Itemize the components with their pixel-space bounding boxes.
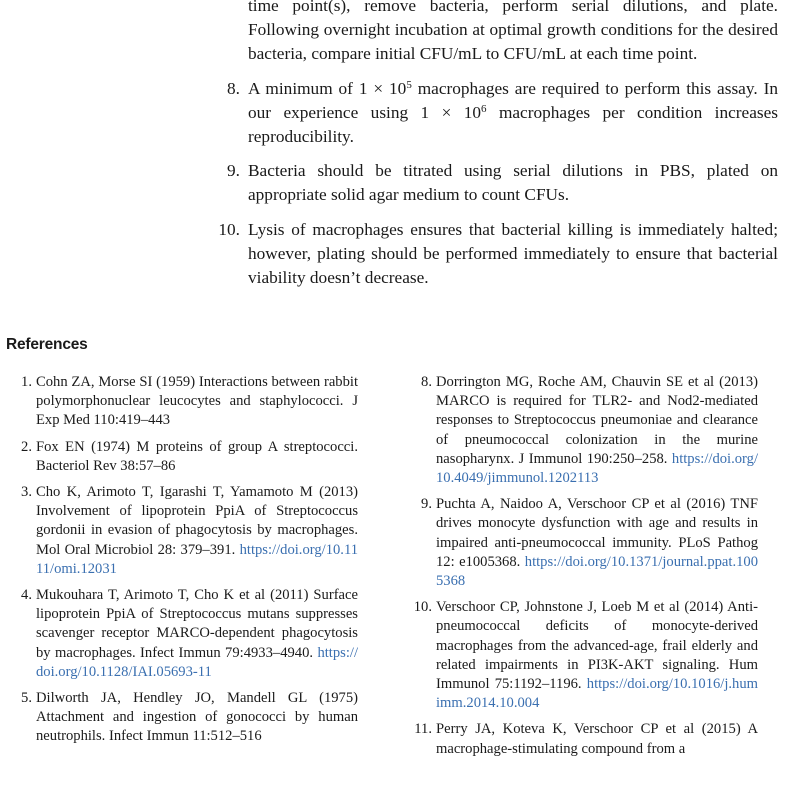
doi-link[interactable]: https://doi.org/10.1371/journal.ppat.1005368 <box>436 553 758 590</box>
reference-item <box>406 373 758 488</box>
note-text: time point(s), remove bacteria, perform serial dilutions, and plate. Following overnight incubation at optimal growth conditions for the desired bacteria, compare initial CFU/mL to CFU/mL at each time point. <box>248 0 778 64</box>
superscript: 6 <box>481 102 487 115</box>
note-text: Lysis of macrophages ensures that bacterial killing is immediately halted; however, plating should be performed immediately to ensure that bacterial viability doesn’t decrease. <box>248 219 778 288</box>
reference-number: 5. <box>21 690 32 707</box>
reference-text: Puchta A, Naidoo A, Verschoor CP et al (2016) TNF drives monocyte dysfunction with age and results in impaired anti-pneumococcal immunity. PLoS Pathog 12: e1005368. <box>436 496 758 570</box>
reference-item <box>6 373 358 431</box>
reference-text: Fox EN (1974) M proteins of group A streptococci. Bacteriol Rev 38:57–86 <box>36 438 358 474</box>
reference-text: Dilworth JA, Hendley JO, Mandell GL (1975) Attachment and ingestion of gonococci by human neutrophils. Infect Immun 11:512–516 <box>36 690 358 745</box>
reference-item <box>406 598 758 713</box>
reference-number: 3. <box>21 484 32 501</box>
reference-text: Cho K, Arimoto T, Igarashi T, Yamamoto M (2013) Involvement of lipoprotein PpiA of Streptococcus gordonii in evasion of phagocytosis by macrophages. Mol Oral Microbiol 28: 379–391. <box>36 484 358 558</box>
note-number: 8. <box>227 78 240 98</box>
reference-number: 2. <box>21 438 32 455</box>
reference-number: 4. <box>21 587 32 604</box>
reference-number: 11. <box>414 721 432 738</box>
reference-item <box>6 438 358 476</box>
reference-item <box>6 586 358 682</box>
doi-link[interactable]: https://doi.org/10.1111/omi.12031 <box>36 541 358 577</box>
note-8 <box>218 77 778 150</box>
note-number: 10. <box>218 219 240 239</box>
doi-link[interactable]: https://doi.org/10.1016/j.humimm.2014.10.004 <box>436 676 758 712</box>
reference-item <box>406 720 758 758</box>
note-number: 9. <box>227 161 240 181</box>
reference-number: 10. <box>413 599 432 616</box>
note-9 <box>218 159 778 207</box>
references-heading: References <box>6 336 88 353</box>
reference-number: 8. <box>421 374 432 390</box>
references-column-left <box>6 373 358 754</box>
reference-text: Perry JA, Koteva K, Verschoor CP et al (2015) A macrophage-stimulating compound from a <box>436 721 758 757</box>
note-text: A minimum of $1 \times 10^5$ macrophages are required to perform this assay. In our experience using $1 \times 10^6$ macrophages per condition increases reproducibility. <box>248 78 778 147</box>
reference-text: Mukouhara T, Arimoto T, Cho K et al (2011) Surface lipoprotein PpiA of Streptococcus mutans suppresses scavenger receptor MARCO-dependent phagocytosis by macrophages. Infect Immun 79:4933–4940. <box>36 587 358 661</box>
reference-number: 1. <box>21 374 32 390</box>
reference-item <box>6 689 358 747</box>
reference-text: Cohn ZA, Morse SI (1959) Interactions between rabbit polymorphonuclear leucocytes and staphylococci. J Exp Med 110:419–443 <box>36 374 358 429</box>
doi-link[interactable]: https://doi.org/10.4049/jimmunol.1202113 <box>436 450 758 487</box>
superscript: 5 <box>406 78 412 91</box>
reference-item <box>6 483 358 579</box>
note-text: Bacteria should be titrated using serial dilutions in PBS, plated on appropriate solid agar medium to count CFUs. <box>248 161 778 205</box>
reference-item <box>406 495 758 591</box>
note-10 <box>218 218 778 291</box>
note-continuation <box>218 0 778 67</box>
reference-number: 9. <box>421 496 432 513</box>
reference-text: Verschoor CP, Johnstone J, Loeb M et al (2014) Anti-pneumococcal deficits of monocyte-derived macrophages from the advanced-age, frail elderly and related impairments in PI3K-AKT signaling. Hum Immunol 75:1192–1196. <box>436 599 758 693</box>
notes-list <box>218 0 778 300</box>
reference-text: Dorrington MG, Roche AM, Chauvin SE et al (2013) MARCO is required for TLR2- and Nod2-mediated responses to Streptococcus pneumoniae and clearance of pneumococcal colonization in the murine nasopharynx. J Immunol 190:250–258. <box>436 374 758 467</box>
doi-link[interactable]: https://doi.org/10.1128/IAI.05693-11 <box>36 644 358 680</box>
references-column-right <box>406 373 758 766</box>
